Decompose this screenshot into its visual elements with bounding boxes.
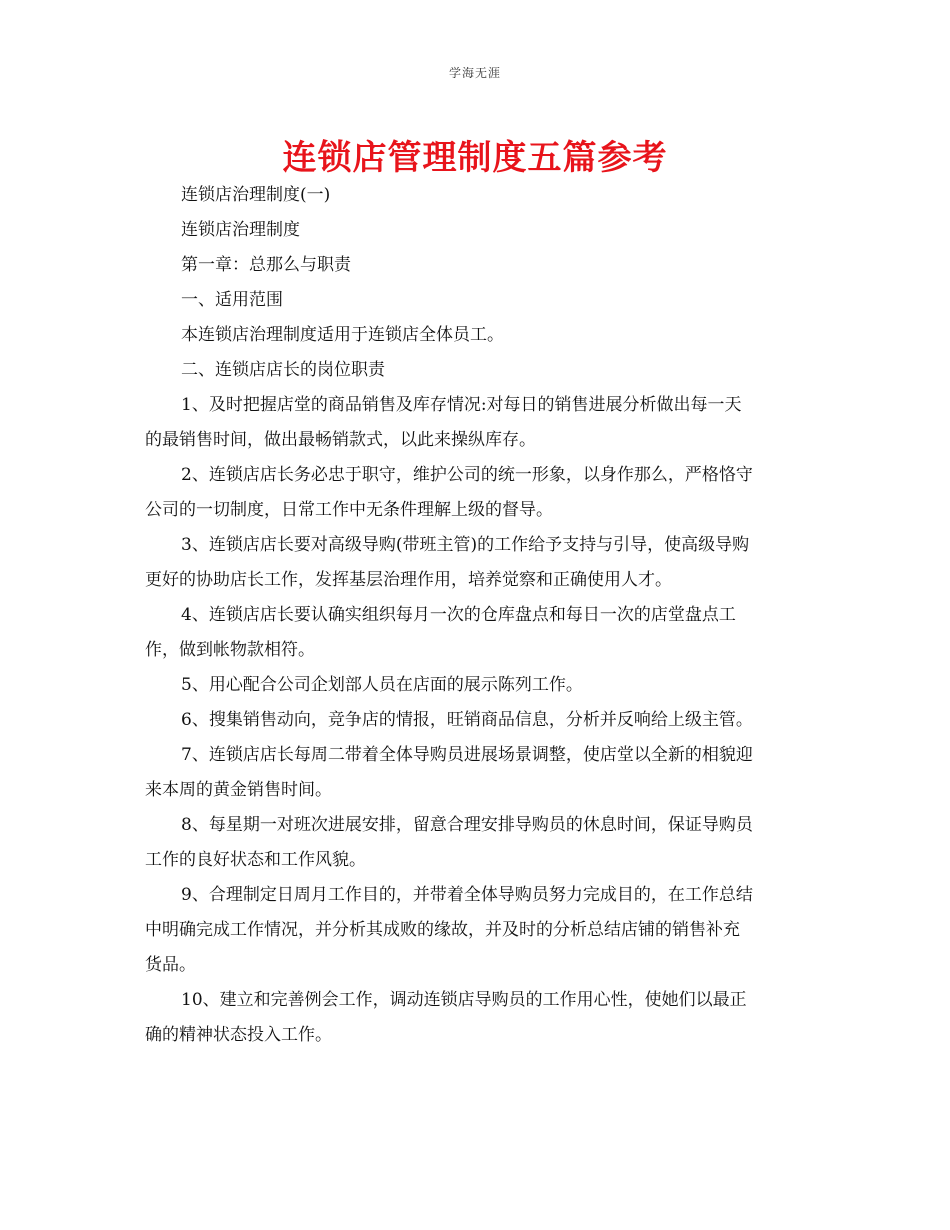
duty-line: 10、建立和完善例会工作，调动连锁店导购员的工作用心性，使她们以最正 (181, 990, 747, 1010)
duty-line: 中明确完成工作情况，并分析其成败的缘故，并及时的分析总结店铺的销售补充 (145, 920, 740, 940)
chapter-heading: 第一章：总那么与职责 (181, 255, 351, 275)
duty-item (145, 703, 810, 738)
duty-line: 来本周的黄金销售时间。 (145, 780, 332, 800)
duty-line: 6、搜集销售动向，竞争店的情报，旺销商品信息，分析并反响给上级主管。 (181, 710, 753, 730)
document-body (145, 178, 810, 1053)
duty-line: 工作的良好状态和工作风貌。 (145, 850, 366, 870)
duty-item (145, 983, 810, 1053)
duty-item (145, 458, 810, 528)
duty-line: 公司的一切制度，日常工作中无条件理解上级的督导。 (145, 500, 553, 520)
duty-line: 确的精神状态投入工作。 (145, 1025, 332, 1045)
duty-line: 的最销售时间，做出最畅销款式，以此来操纵库存。 (145, 430, 536, 450)
duty-line: 5、用心配合公司企划部人员在店面的展示陈列工作。 (181, 675, 583, 695)
duty-line: 2、连锁店店长务必忠于职守，维护公司的统一形象，以身作那么，严格恪守 (181, 465, 753, 485)
document-title: 连锁店管理制度五篇参考 (282, 138, 668, 178)
duty-line: 7、连锁店店长每周二带着全体导购员进展场景调整，使店堂以全新的相貌迎 (181, 745, 753, 765)
duty-line: 更好的协助店长工作，发挥基层治理作用，培养觉察和正确使用人才。 (145, 570, 672, 590)
duty-item (145, 598, 810, 668)
scope-text: 本连锁店治理制度适用于连锁店全体员工。 (181, 325, 504, 345)
duty-line: 1、及时把握店堂的商品销售及库存情况:对每日的销售进展分析做出每一天 (181, 395, 742, 415)
duty-item (145, 738, 810, 808)
duty-item (145, 668, 810, 703)
duty-line: 作，做到帐物款相符。 (145, 640, 315, 660)
section-heading: 连锁店治理制度(一) (181, 185, 331, 205)
clause-heading: 二、连锁店店长的岗位职责 (181, 360, 385, 380)
duty-item (145, 878, 810, 983)
clause-heading: 一、适用范围 (181, 290, 283, 310)
section-subheading: 连锁店治理制度 (181, 220, 300, 240)
duty-item (145, 528, 810, 598)
duty-line: 9、合理制定日周月工作目的，并带着全体导购员努力完成目的，在工作总结 (181, 885, 753, 905)
header-note: 学海无涯 (448, 66, 501, 80)
duty-line: 货品。 (145, 955, 196, 975)
duty-line: 8、每星期一对班次进展安排，留意合理安排导购员的休息时间，保证导购员 (181, 815, 753, 835)
duty-line: 4、连锁店店长要认确实组织每月一次的仓库盘点和每日一次的店堂盘点工 (181, 605, 736, 625)
duty-item (145, 388, 810, 458)
duty-line: 3、连锁店店长要对高级导购(带班主管)的工作给予支持与引导，使高级导购 (181, 535, 750, 555)
duty-item (145, 808, 810, 878)
